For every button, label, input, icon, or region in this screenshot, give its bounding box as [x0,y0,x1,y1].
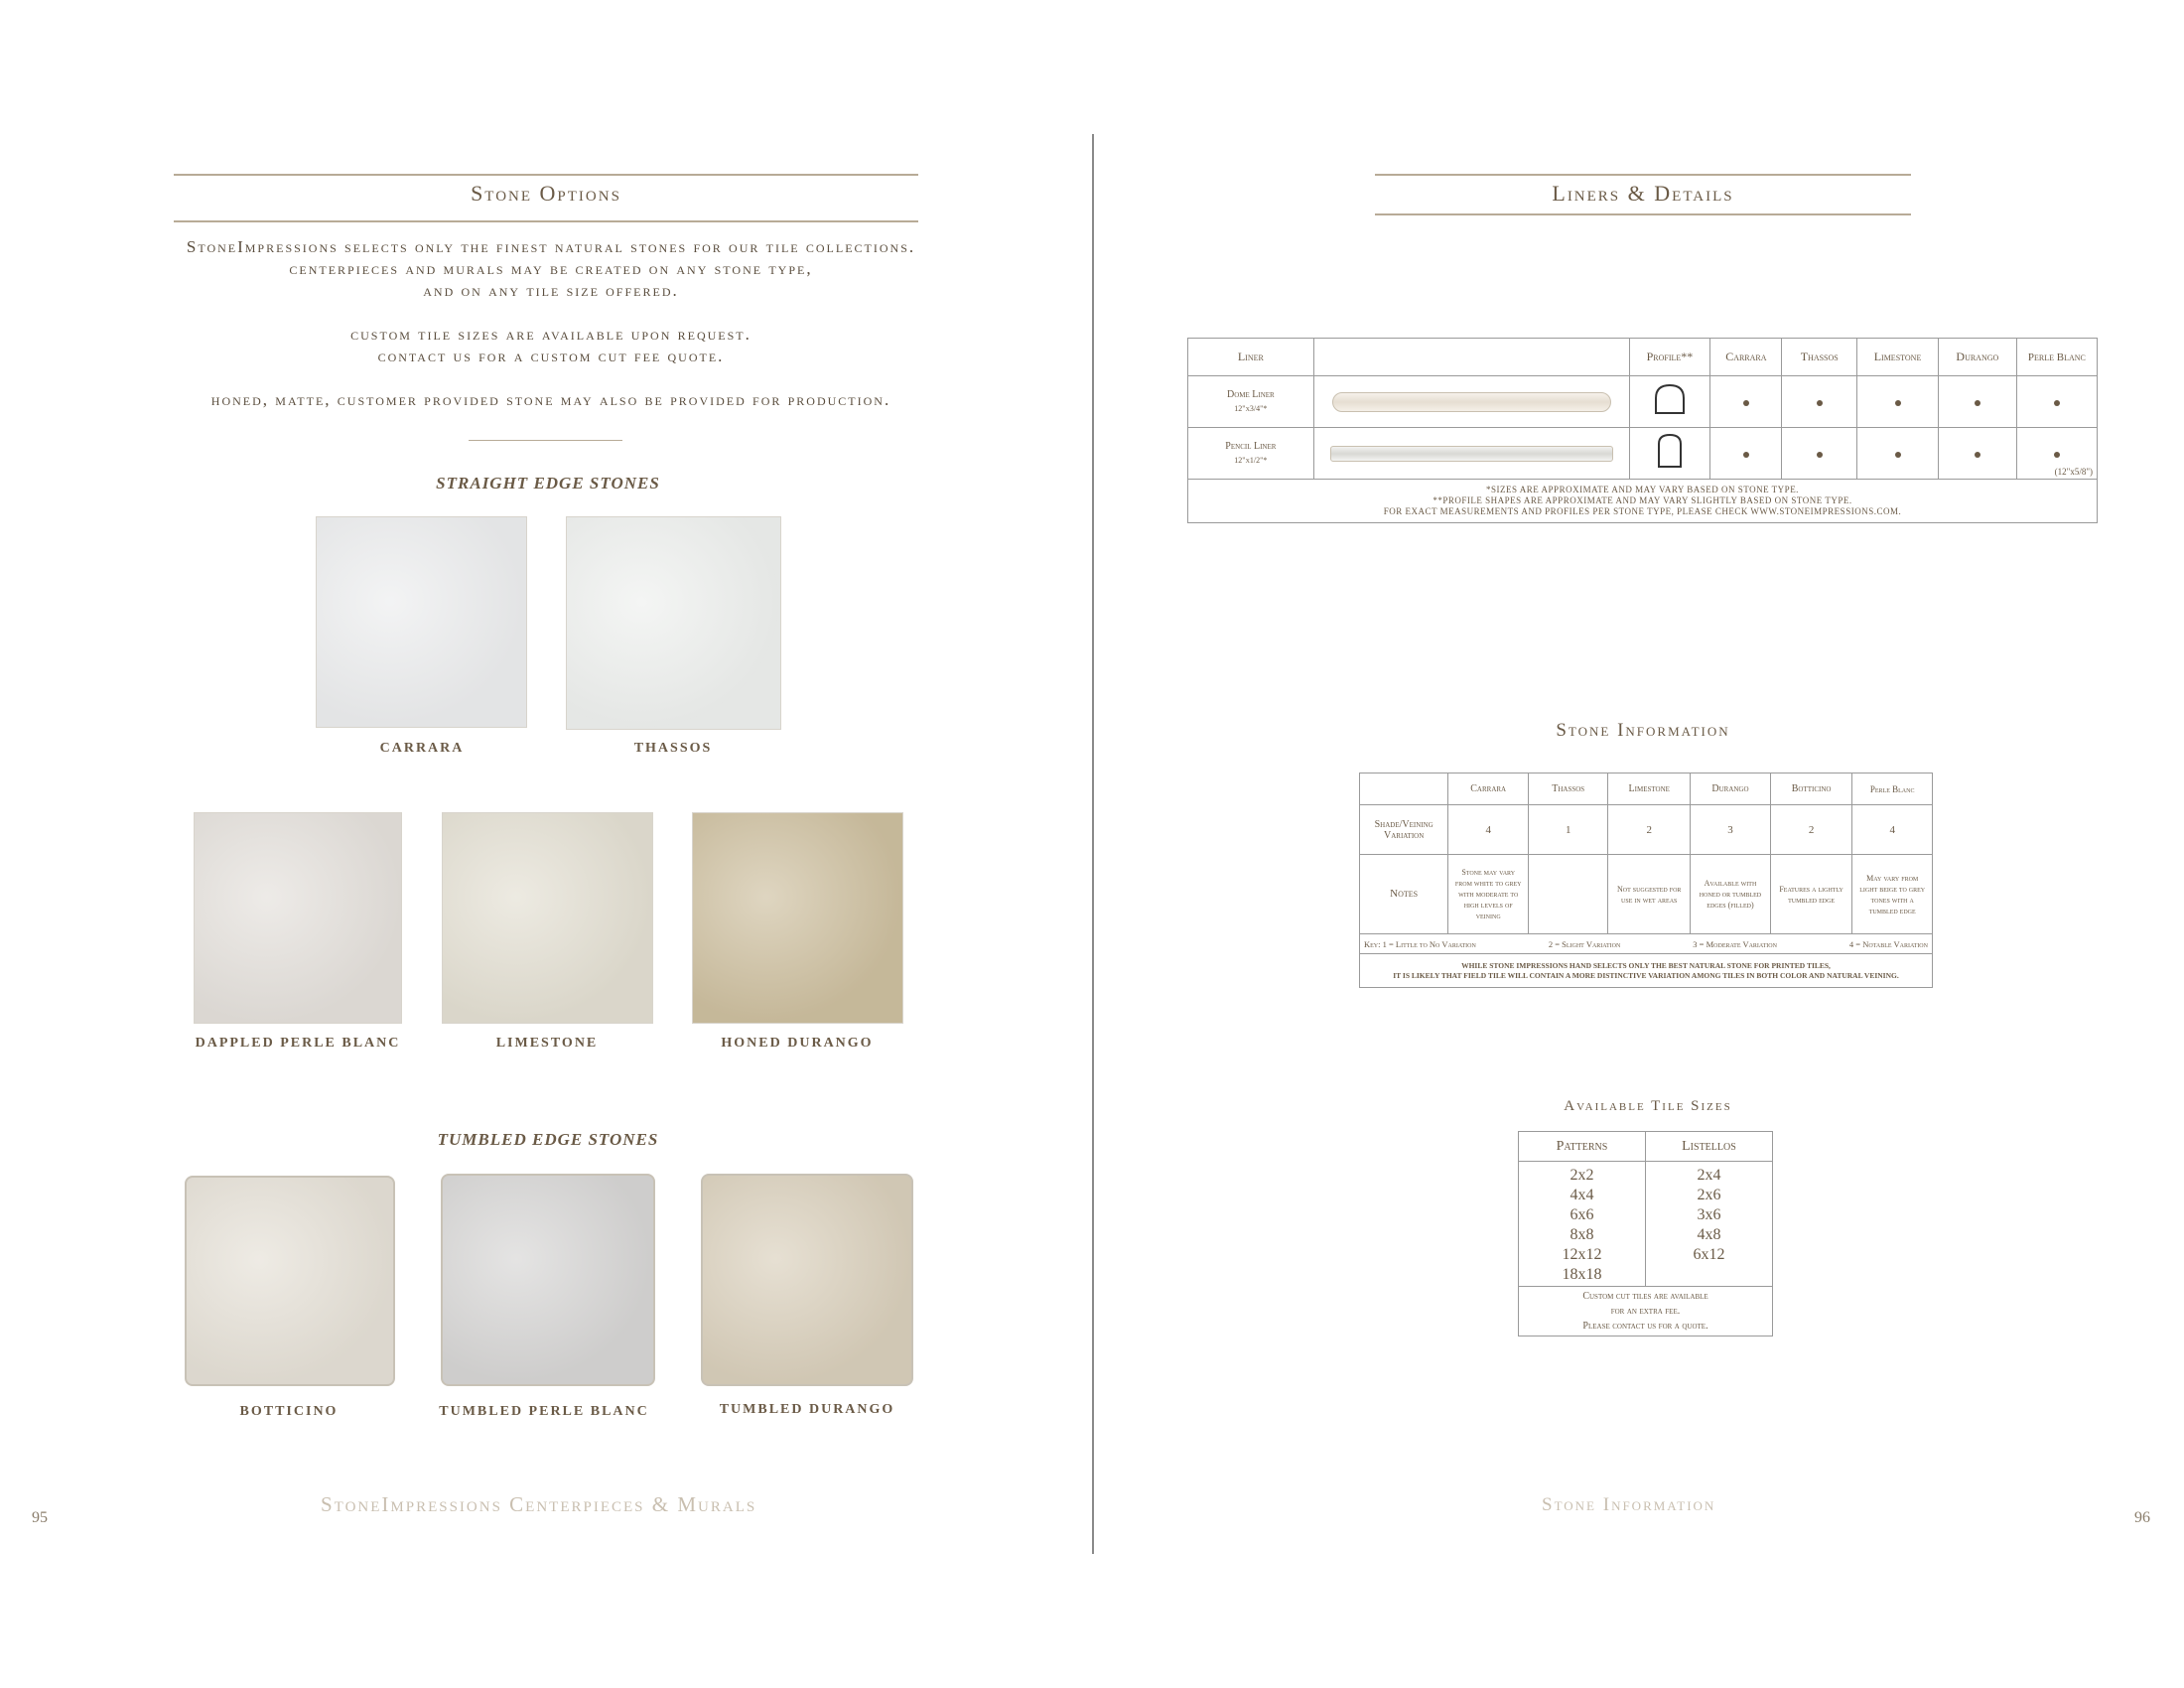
stone-caption: THASSOS [633,741,713,756]
liner-name-cell [1188,428,1314,480]
available-dot-icon [2054,452,2060,458]
pattern-size: 8x8 [1570,1226,1594,1243]
col-header: Botticino [1770,774,1852,805]
col-header: Liner [1188,339,1314,376]
page-footer: Stone Information [1542,1494,1716,1515]
available-dot-icon [1743,400,1749,406]
page-number: 96 [2134,1509,2150,1526]
tumbled-durango-swatch [701,1174,913,1386]
availability-cell [2016,428,2097,480]
liner-size: 12"x1/2"* [1234,455,1268,465]
available-dot-icon [1895,400,1901,406]
available-dot-icon [1975,452,1980,458]
liner-name: Pencil Liner [1225,440,1277,452]
liner-size: 12"x3/4"* [1234,403,1268,413]
available-dot-icon [1975,400,1980,406]
available-dot-icon [2054,400,2060,406]
available-dot-icon [1743,452,1749,458]
col-header: Thassos [1782,339,1857,376]
straight-edge-heading: STRAIGHT EDGE STONES [436,474,660,492]
pencil-liner-image [1330,446,1613,462]
col-header: Patterns [1519,1132,1646,1162]
tile-sizes-table [1518,1131,1773,1336]
profile-cell [1629,428,1710,480]
col-header: Perle Blanc [2016,339,2097,376]
dome-liner-image [1332,392,1611,412]
variation-value: 4 [1448,805,1529,855]
stone-caption: HONED DURANGO [721,1036,874,1051]
limestone-swatch [442,812,653,1024]
page-title: Liners & Details [1552,181,1734,206]
stone-caption: CARRARA [379,741,465,756]
availability-cell [1857,376,1939,428]
disclaimer-line: IT IS LIKELY THAT FIELD TILE WILL CONTAIN A MORE DISTINCTIVE VARIATION AMONG TILES IN BOTH COLOR AND NATURAL VEINING. [1393,970,1899,980]
patterns-list [1519,1162,1646,1287]
stone-caption: TUMBLED DURANGO [719,1402,895,1417]
liner-note: FOR EXACT MEASUREMENTS AND PROFILES PER STONE TYPE, PLEASE CHECK WWW.STONEIMPRESSIONS.COM. [1383,506,1902,516]
note-line: for an extra fee. [1610,1306,1681,1317]
stone-caption: DAPPLED PERLE BLANC [195,1036,401,1051]
liner-note: *SIZES ARE APPROXIMATE AND MAY VARY BASED ON STONE TYPE. [1486,485,1799,494]
key-item: 4 = Notable Variation [1848,938,1928,949]
page-footer: StoneImpressions Centerpieces & Murals [321,1492,757,1516]
variation-key [1360,934,1933,954]
stone-caption: TUMBLED PERLE BLANC [439,1404,649,1419]
note-cell: Not suggested for use in wet areas [1608,855,1691,934]
key-item: 2 = Slight Variation [1548,938,1621,949]
note-line: Please contact us for a quote. [1582,1321,1708,1332]
liner-table [1187,338,2098,523]
title-rule-bottom [174,220,918,222]
availability-cell [1710,376,1782,428]
liner-name: Dome Liner [1226,388,1275,400]
col-header: Durango [1691,774,1771,805]
col-header: Perle Blanc [1852,774,1933,805]
variation-value: 2 [1770,805,1852,855]
stone-caption: BOTTICINO [239,1404,339,1419]
table-row [1360,855,1933,934]
liner-name-cell [1188,376,1314,428]
title-rule-top [174,174,918,176]
title-rule-top [1375,174,1911,176]
botticino-swatch [185,1176,395,1386]
liner-note: **PROFILE SHAPES ARE APPROXIMATE AND MAY VARY SLIGHTLY BASED ON STONE TYPE. [1433,495,1852,505]
title-rule-bottom [1375,213,1911,215]
corner-cell [1360,774,1448,805]
variation-value: 4 [1852,805,1933,855]
availability-cell [2016,376,2097,428]
thassos-swatch [566,516,781,730]
variation-value: 1 [1529,805,1608,855]
tumbled-perle-blanc-swatch [441,1174,655,1386]
intro-text [99,236,1003,411]
col-header: Profile** [1629,339,1710,376]
intro-line: honed, matte, customer provided stone may also be provided for production. [210,390,891,409]
col-header: Listellos [1645,1132,1772,1162]
table-row [1360,805,1933,855]
col-header: Limestone [1857,339,1939,376]
listello-size: 3x6 [1697,1206,1721,1223]
page-title: Stone Options [471,181,621,206]
perle-size-note: (12"x5/8") [2054,467,2093,477]
listello-size: 4x8 [1697,1226,1721,1243]
col-header: Carrara [1448,774,1529,805]
pencil-profile-icon [1655,432,1685,470]
available-dot-icon [1817,400,1823,406]
availability-cell [1938,376,2016,428]
honed-durango-swatch [692,812,903,1024]
availability-cell [1857,428,1939,480]
col-header: Thassos [1529,774,1608,805]
listello-size: 2x6 [1697,1187,1721,1203]
intro-line: contact us for a custom cut fee quote. [377,347,725,365]
stone-info-title: Stone Information [1556,720,1730,741]
table-row [1188,376,2098,428]
col-header: Durango [1938,339,2016,376]
pattern-size: 18x18 [1562,1266,1602,1283]
stone-info-table [1359,773,1933,988]
variation-disclaimer [1360,954,1933,988]
intro-line: custom tile sizes are available upon request. [350,325,751,344]
liner-image-cell [1313,428,1629,480]
note-line: Custom cut tiles are available [1582,1291,1708,1302]
page-number: 95 [32,1509,48,1526]
pattern-size: 12x12 [1562,1246,1602,1263]
listello-size: 2x4 [1697,1167,1721,1184]
available-dot-icon [1817,452,1823,458]
dappled-perle-blanc-swatch [194,812,402,1024]
availability-cell [1782,376,1857,428]
variation-value: 3 [1691,805,1771,855]
variation-value: 2 [1608,805,1691,855]
availability-cell [1710,428,1782,480]
note-cell: Available with honed or tumbled edges (filled) [1691,855,1771,934]
pattern-size: 2x2 [1570,1167,1594,1184]
section-divider [469,440,622,441]
tile-sizes-note [1519,1287,1773,1336]
intro-line: StoneImpressions selects only the finest natural stones for our tile collections. [186,237,916,256]
profile-cell [1629,376,1710,428]
col-header [1313,339,1629,376]
listellos-list [1645,1162,1772,1287]
note-cell: May vary from light beige to grey tones with a tumbled edge [1852,855,1933,934]
liner-notes [1188,480,2098,523]
listello-size: 6x12 [1693,1246,1725,1263]
intro-line: centerpieces and murals may be created on any stone type, [289,259,813,278]
row-label: Notes [1360,855,1448,934]
table-row [1188,428,2098,480]
key-item: 3 = Moderate Variation [1693,938,1777,949]
note-cell: Stone may vary from white to grey with moderate to high levels of veining [1448,855,1529,934]
pattern-size: 6x6 [1570,1206,1594,1223]
carrara-swatch [316,516,527,728]
intro-line: and on any tile size offered. [423,281,679,300]
note-cell [1529,855,1608,934]
available-dot-icon [1895,452,1901,458]
row-label: Shade/Veining Variation [1360,805,1448,855]
dome-profile-icon [1653,382,1687,416]
key-item: Key: 1 = Little to No Variation [1364,938,1476,949]
tile-sizes-title: Available Tile Sizes [1564,1098,1732,1114]
availability-cell [1782,428,1857,480]
disclaimer-line: WHILE STONE IMPRESSIONS HAND SELECTS ONLY THE BEST NATURAL STONE FOR PRINTED TILES, [1461,960,1831,970]
tumbled-edge-heading: TUMBLED EDGE STONES [437,1130,659,1149]
note-cell: Features a lightly tumbled edge [1770,855,1852,934]
stone-caption: LIMESTONE [495,1036,599,1051]
book-spine [1092,134,1094,1554]
col-header: Limestone [1608,774,1691,805]
availability-cell [1938,428,2016,480]
pattern-size: 4x4 [1570,1187,1594,1203]
col-header: Carrara [1710,339,1782,376]
liner-image-cell [1313,376,1629,428]
